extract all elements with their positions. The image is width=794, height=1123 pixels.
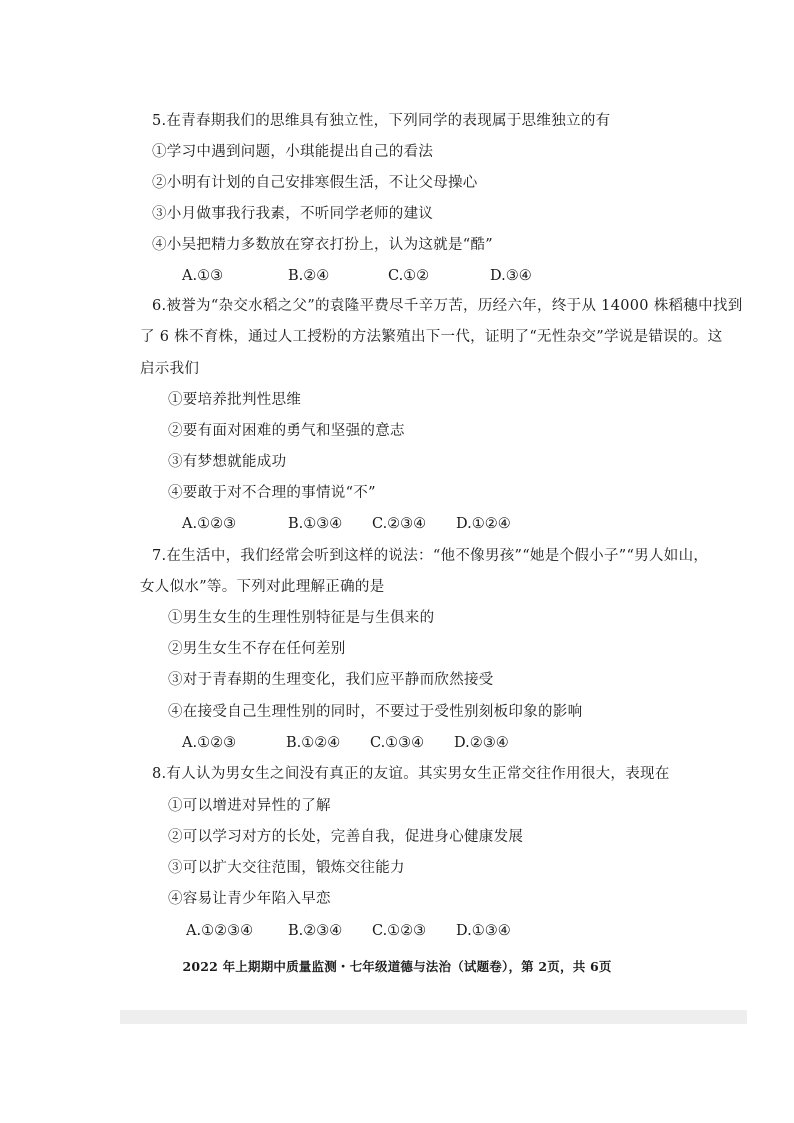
- choice-d: D.②③④: [454, 735, 509, 751]
- choice-b: B.②③④: [288, 923, 343, 939]
- question-5-choices: [0, 266, 794, 286]
- choice-b: B.②④: [288, 268, 330, 284]
- question-7-choices: [0, 733, 794, 753]
- question-8-choices: [0, 921, 794, 941]
- choice-c: C.①②: [388, 268, 430, 284]
- question-5-option-3: ③小月做事我行我素，不听同学老师的建议: [152, 206, 434, 222]
- question-7-stem-line-1: 7.在生活中，我们经常会听到这样的说法：“他不像男孩”“她是个假小子”“男人如山，: [152, 548, 709, 564]
- question-6-stem-line-1: 6.被誉为“杂交水稻之父”的袁隆平费尽千辛万苦，历经六年，终于从 14000 株稻穗中找到: [152, 298, 743, 314]
- question-6-option-1: ①要培养批判性思维: [168, 392, 302, 408]
- question-5-option-1: ①学习中遇到问题，小琪能提出自己的看法: [152, 144, 434, 160]
- choice-c: C.①③④: [370, 735, 425, 751]
- choice-a: A.①②③: [182, 516, 237, 532]
- question-8-stem: 8.有人认为男女生之间没有真正的友谊。其实男女生正常交往作用很大，表现在: [152, 766, 670, 782]
- question-5-stem: 5.在青春期我们的思维具有独立性，下列同学的表现属于思维独立的有: [152, 113, 611, 129]
- question-6-stem-line-2: 了 6 株不育株，通过人工授粉的方法繁殖出下一代，证明了“无性杂交”学说是错误的。这: [140, 329, 723, 345]
- question-6-option-2: ②要有面对困难的勇气和坚强的意志: [168, 423, 405, 439]
- choice-b: B.①③④: [288, 516, 343, 532]
- choice-c: C.②③④: [372, 516, 427, 532]
- question-5-option-4: ④小吴把精力多数放在穿衣打扮上，认为这就是“酷”: [152, 237, 494, 253]
- question-6-option-3: ③有梦想就能成功: [168, 454, 287, 470]
- question-7-option-4: ④在接受自己生理性别的同时，不要过于受性别刻板印象的影响: [168, 704, 583, 720]
- question-6-choices: [0, 514, 794, 534]
- choice-a: A.①②③: [182, 735, 237, 751]
- question-7-stem-line-2: 女人似水”等。下列对此理解正确的是: [140, 579, 385, 595]
- choice-b: B.①②④: [286, 735, 341, 751]
- scan-edge-band: [120, 1010, 747, 1024]
- choice-c: C.①②③: [372, 923, 427, 939]
- choice-d: D.①③④: [456, 923, 511, 939]
- choice-a: A.①③: [182, 268, 224, 284]
- question-6-option-4: ④要敢于对不合理的事情说“不”: [168, 485, 376, 501]
- page-footer: 2022 年上期期中质量监测・七年级道德与法治（试题卷），第 2页，共 6页: [182, 959, 612, 974]
- question-8-option-2: ②可以学习对方的长处，完善自我，促进身心健康发展: [168, 829, 524, 845]
- choice-d: D.③④: [490, 268, 532, 284]
- question-6-stem-line-3: 启示我们: [140, 361, 200, 377]
- question-8-option-1: ①可以增进对异性的了解: [168, 798, 331, 814]
- question-8-option-4: ④容易让青少年陷入早恋: [168, 891, 331, 907]
- question-8-option-3: ③可以扩大交往范围，锻炼交往能力: [168, 860, 405, 876]
- question-7-option-2: ②男生女生不存在任何差别: [168, 641, 346, 657]
- question-5-option-2: ②小明有计划的自己安排寒假生活，不让父母操心: [152, 175, 478, 191]
- choice-a: A.①②③④: [186, 923, 254, 939]
- question-7-option-3: ③对于青春期的生理变化，我们应平静而欣然接受: [168, 672, 494, 688]
- question-7-option-1: ①男生女生的生理性别特征是与生俱来的: [168, 610, 435, 626]
- choice-d: D.①②④: [456, 516, 511, 532]
